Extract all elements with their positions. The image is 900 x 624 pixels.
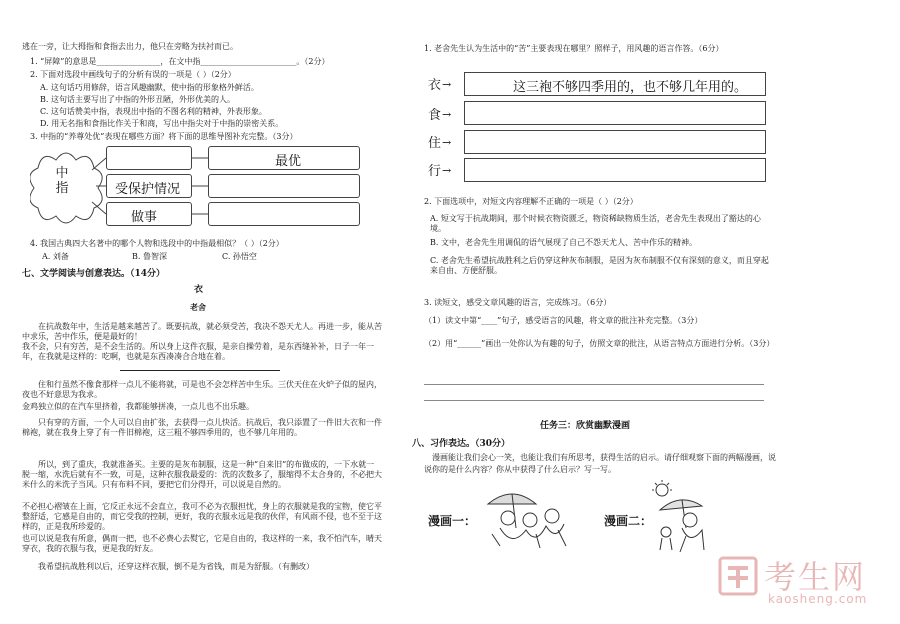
question-1: 1. “屏障”的意思是________________，在文中指________________________。（2分） xyxy=(30,57,330,66)
q2-option-a: A. 这句话巧用修辞，语言风趣幽默，使中指的形象格外鲜活。 xyxy=(40,83,259,92)
arrow-icon: → xyxy=(442,108,452,121)
arrow-icon: → xyxy=(442,78,452,91)
q3-part-2: （2）用“______”画出一处你认为有趣的句子，仿照文章的批注，从语言特点方面进行分析。（3分） xyxy=(424,339,775,348)
question-4: 4. 我国古典四大名著中的哪个人物和选段中的中指最相似？（ ）（2分） xyxy=(30,239,284,248)
underline-sentence xyxy=(120,370,280,371)
row-label-clothing: 衣 xyxy=(428,78,442,93)
arrow-icon: → xyxy=(442,164,452,177)
row-label-food: 食 xyxy=(428,108,442,123)
story-paragraph-6: 所以，到了重庆，我就准备买。主要的是灰布制服，这是一种“自来旧”的布做成的，一下水就一脱一缩，水洗后就有不一致，可是，这种衣服我最爱的：洗的次数多了，服缩得不太合身的，不必把大米什么的米洗子当风。只有布料不同，要把它们分得开，可以说是自然的。 xyxy=(22,460,382,489)
mindmap-box-3-right[interactable] xyxy=(208,202,360,226)
row-label-housing: 住 xyxy=(428,136,442,151)
row-label-travel: 行 xyxy=(428,164,442,179)
q4-option-c: C. 孙悟空 xyxy=(222,252,257,261)
q2-option-b: B. 这句话主要写出了中指的外形丑陋，外形优美的人。 xyxy=(40,95,235,104)
q3-part-1: （1）读文中第“____”句子，感受语言的风趣，将文章的批注补充完整。（3分） xyxy=(424,316,703,325)
section-7-heading: 七、文学阅读与创意表达。（14分） xyxy=(22,269,166,279)
q2-option-c: C. 这句话赞美中指，表现出中指的不图名利的精神，外表形象。 xyxy=(40,107,267,116)
story-paragraph-9: 我希望抗战胜利以后，还穿这样衣服，倒不是为省钱，而是为舒服。（有删改） xyxy=(38,562,314,571)
watermark-logo-icon xyxy=(718,556,758,596)
answer-box-housing[interactable] xyxy=(464,130,766,154)
story-paragraph-2: 我不会，只有穷苦，是不会生活的。所以身上这件衣服，是亲自操劳着，是东西缝补补，日子一年一年，在我就是这样的：吃啊，也就是东西凑凑合合地在着。 xyxy=(22,342,374,361)
right-q2-option-c: C. 老舍先生希望抗战胜利之后仍穿这种灰布制服，是因为灰布制服不仅有深刻的意义，而且穿起来自由、方便舒服。 xyxy=(430,256,769,275)
comic-2-label: 漫画二： xyxy=(604,514,653,528)
story-title: 衣 xyxy=(194,285,204,295)
right-question-3: 3. 读短文，感受文章风趣的语言，完成练习。（6分） xyxy=(424,298,612,307)
question-2: 2. 下面对选段中画线句子的分析有误的一项是（ ）（2分） xyxy=(30,70,236,79)
story-paragraph-1: 在抗战数年中，生活是越来越苦了。既要抗战，就必须受苦，我决不怨天尤人。再进一步，能从苦中求乐，苦中作乐，便是最好的！ xyxy=(22,322,382,341)
mindmap-box-2-right[interactable] xyxy=(208,174,360,198)
section-8-prompt: 漫画能让我们会心一笑，也能让我们有所思考，获得生活的启示。请仔细观察下面的两幅漫画，说说你的是什么内容？你从中获得了什么启示？写一写。 xyxy=(424,453,776,474)
answer-box-travel[interactable] xyxy=(464,158,766,182)
story-paragraph-5: 只有穿的方面，一个人可以自由扩张，去获得一点儿快活。抗战后，我只添置了一件旧大衣和一件棉袍，就在我身上穿了有一件旧棉袍，这三粗不够四季用的，也不够几年用的。 xyxy=(22,418,382,437)
right-question-1: 1. 老舍先生认为生活中的“苦”主要表现在哪里？照样子，用风趣的语言作答。（6分） xyxy=(424,44,724,53)
right-question-2: 2. 下面选项中，对短文内容理解不正确的一项是（ ）（2分） xyxy=(424,197,638,206)
right-q2-option-b: B. 文中，老舍先生用调侃的语气展现了自己不怨天尤人、苦中作乐的精神。 xyxy=(430,238,697,247)
q2-option-d: D. 用无名指和食指比作关于和商，写出中指尖对于中指的崇密关系。 xyxy=(40,119,284,128)
mindmap-center: 中指 xyxy=(55,166,69,196)
right-q2-option-a: A. 短文写于抗战期间，那个时候衣物资匮乏，物资稀缺物质生活，老舍先生表现出了豁达的心境。 xyxy=(430,214,761,233)
story-paragraph-4: 金鸡独立似的在汽车里挤着，我都能够拼凑，一点儿也不出乐趣。 xyxy=(22,402,254,411)
answer-box-food[interactable] xyxy=(464,101,766,125)
story-paragraph-8: 也可以说是我有所意，偶而一把，也不必费心去熨它，它是自由的，我这样的一来，我不怕汽车，晴天穿衣，我的衣服与我，更是我的好友。 xyxy=(22,534,382,553)
intro-line: 逃在一旁，让大拇指和食指去出力，他只在旁略为扶衬而已。 xyxy=(22,42,238,51)
comic-1-label: 漫画一： xyxy=(428,514,477,528)
answer-line-1[interactable] xyxy=(424,384,764,385)
comic-1-illustration xyxy=(470,484,578,552)
section-8-heading: 八、习作表达。（30分） xyxy=(412,439,511,449)
mindmap-box-1-left[interactable] xyxy=(106,146,192,170)
watermark-brand: 考生网 xyxy=(764,558,867,596)
mindmap-box-1-right[interactable]: 最优 xyxy=(208,146,360,170)
watermark-url: kaosheng.com xyxy=(768,592,868,606)
task-3-heading: 任务三：欣赏幽默漫画 xyxy=(540,421,631,431)
story-paragraph-7: 不必担心褶皱在上面，它反正永远不会直立，我可不必为衣服担忧，身上的衣服就是我的宝物，使它平整舒适，它感是自由的，而它受我的控制，更好，我的衣服永远是我的伙伴，有风雨不侵，也不至于这样的，正是我所珍爱的。 xyxy=(22,502,382,531)
arrow-icon: → xyxy=(442,136,452,149)
story-paragraph-3: 住和行虽然不像食那样一点儿不能将就，可是也不会怎样苦中生乐。三伏天住在火炉子似的屋内，夜也不好意思为我求。 xyxy=(22,380,382,399)
story-author: 老舍 xyxy=(190,302,206,312)
comic-2-illustration xyxy=(646,480,722,556)
answer-line-2[interactable] xyxy=(424,400,764,401)
mindmap-box-2-left[interactable]: 受保护情况 xyxy=(106,174,192,198)
q4-option-a: A. 刘备 xyxy=(42,252,69,261)
mindmap-box-3-left[interactable]: 做事 xyxy=(106,202,192,226)
question-3: 3. 中指的“养尊处优”表现在哪些方面？将下面的思维导图补充完整。（3分） xyxy=(30,132,298,141)
answer-box-clothing[interactable]: 这三袍不够四季用的，也不够几年用的。 xyxy=(464,72,766,96)
q4-option-b: B. 鲁智深 xyxy=(132,252,167,261)
